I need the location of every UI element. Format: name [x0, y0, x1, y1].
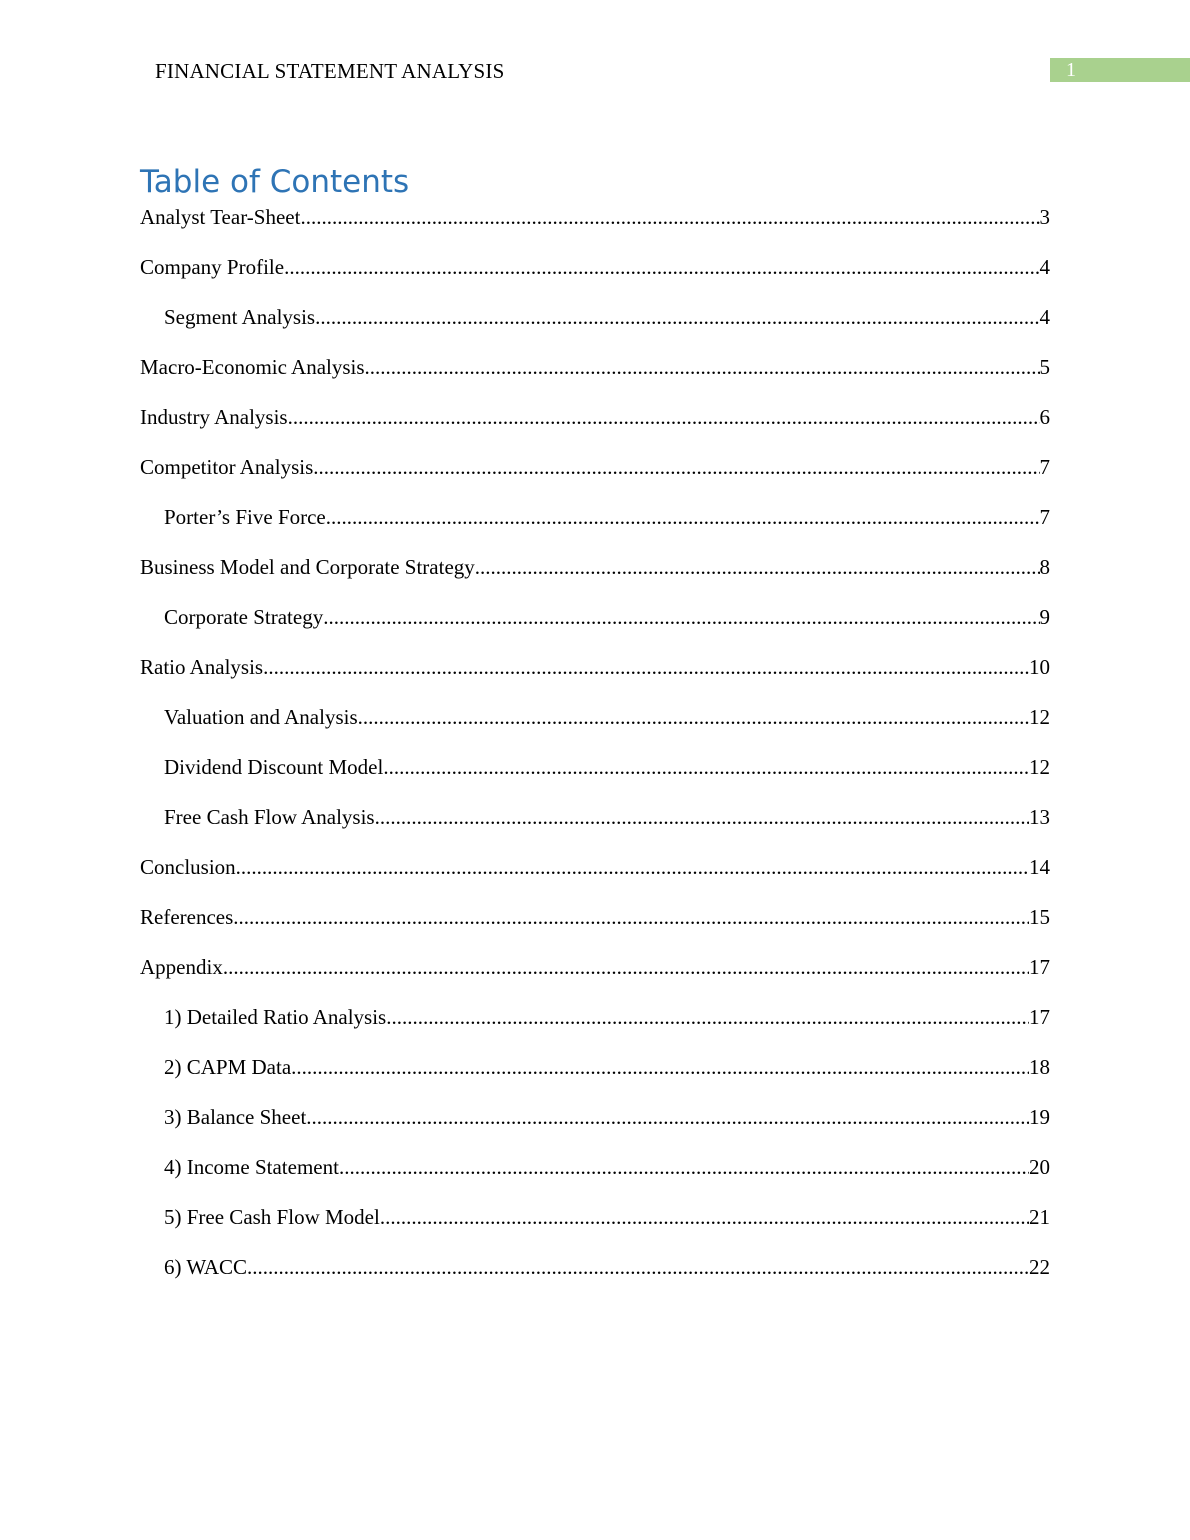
toc-entry-page-number[interactable]: 18 [1029, 1055, 1050, 1079]
toc-entry-page-number[interactable]: 10 [1029, 655, 1050, 679]
toc-entry[interactable] [140, 753, 1050, 803]
toc-entry-page-number[interactable]: 3 [1039, 205, 1050, 229]
toc-entry[interactable] [140, 803, 1050, 853]
page-number-badge [1050, 58, 1190, 82]
toc-entry[interactable] [140, 1053, 1050, 1103]
toc-entry[interactable] [140, 853, 1050, 903]
toc-entry-page-number[interactable]: 15 [1029, 905, 1050, 929]
toc-dot-leader [263, 653, 1029, 681]
toc-entry-page-number[interactable]: 4 [1039, 255, 1050, 279]
toc-entry[interactable] [140, 403, 1050, 453]
toc-entry-label[interactable]: Conclusion [140, 855, 236, 879]
toc-entry-label[interactable]: Dividend Discount Model [164, 755, 384, 779]
toc-entry-page-number[interactable]: 22 [1029, 1255, 1050, 1279]
toc-entry-label[interactable]: Segment Analysis [164, 305, 316, 329]
toc-entry-label[interactable]: 2) CAPM Data [164, 1055, 292, 1079]
toc-dot-leader [339, 1153, 1029, 1181]
page-number: 1 [1066, 59, 1076, 81]
toc-entry-label[interactable]: Industry Analysis [140, 405, 288, 429]
toc-dot-leader [288, 403, 1040, 431]
toc-entry-label[interactable]: 4) Income Statement [164, 1155, 339, 1179]
toc-entry-page-number[interactable]: 9 [1039, 605, 1050, 629]
toc-dot-leader [306, 1103, 1029, 1131]
toc-entry-label[interactable]: Valuation and Analysis [164, 705, 358, 729]
toc-entry-page-number[interactable]: 17 [1029, 1005, 1050, 1029]
toc-entry-page-number[interactable]: 21 [1029, 1205, 1050, 1229]
toc-dot-leader [236, 853, 1029, 881]
toc-entry-page-number[interactable]: 12 [1029, 755, 1050, 779]
toc-entry-label[interactable]: Porter’s Five Force [164, 505, 326, 529]
toc-entry[interactable] [140, 703, 1050, 753]
toc-dot-leader [375, 803, 1029, 831]
toc-entry[interactable] [140, 953, 1050, 1003]
toc-entry[interactable] [140, 1153, 1050, 1203]
toc-dot-leader [300, 203, 1039, 231]
toc-entry-label[interactable]: 1) Detailed Ratio Analysis [164, 1005, 387, 1029]
toc-entry[interactable] [140, 503, 1050, 553]
toc-entry-page-number[interactable]: 12 [1029, 705, 1050, 729]
toc-entry[interactable] [140, 903, 1050, 953]
toc-entry[interactable] [140, 303, 1050, 353]
toc-entry-label[interactable]: 5) Free Cash Flow Model [164, 1205, 380, 1229]
toc-dot-leader [223, 953, 1029, 981]
toc-entry-page-number[interactable]: 8 [1039, 555, 1050, 579]
toc-entry-label[interactable]: Business Model and Corporate Strategy [140, 555, 475, 579]
toc-entry-label[interactable]: 3) Balance Sheet [164, 1105, 307, 1129]
toc-entry[interactable] [140, 653, 1050, 703]
toc-entry-page-number[interactable]: 20 [1029, 1155, 1050, 1179]
toc-entry-page-number[interactable]: 7 [1039, 455, 1050, 479]
toc-entry-page-number[interactable]: 4 [1039, 305, 1050, 329]
toc-dot-leader [475, 553, 1040, 581]
toc-entry-label[interactable]: Ratio Analysis [140, 655, 264, 679]
toc-entry-label[interactable]: 6) WACC [164, 1255, 248, 1279]
toc-entry[interactable] [140, 1103, 1050, 1153]
toc-entry[interactable] [140, 1203, 1050, 1253]
table-of-contents [140, 203, 1050, 1303]
toc-dot-leader [315, 303, 1039, 331]
toc-heading: Table of Contents [140, 164, 410, 200]
toc-entry-label[interactable]: Macro-Economic Analysis [140, 355, 365, 379]
toc-entry-label[interactable]: Appendix [140, 955, 223, 979]
toc-entry-label[interactable]: Free Cash Flow Analysis [164, 805, 375, 829]
toc-entry[interactable] [140, 453, 1050, 503]
toc-entry[interactable] [140, 353, 1050, 403]
toc-entry[interactable] [140, 1253, 1050, 1303]
toc-dot-leader [358, 703, 1029, 731]
toc-entry[interactable] [140, 253, 1050, 303]
toc-entry-page-number[interactable]: 7 [1039, 505, 1050, 529]
toc-entry-page-number[interactable]: 19 [1029, 1105, 1050, 1129]
toc-entry-page-number[interactable]: 5 [1039, 355, 1050, 379]
toc-entry[interactable] [140, 1003, 1050, 1053]
toc-dot-leader [291, 1053, 1029, 1081]
toc-dot-leader [247, 1253, 1029, 1281]
toc-dot-leader [284, 253, 1039, 281]
toc-entry[interactable] [140, 553, 1050, 603]
toc-entry-label[interactable]: Competitor Analysis [140, 455, 314, 479]
toc-dot-leader [313, 453, 1039, 481]
toc-dot-leader [233, 903, 1029, 931]
toc-entry-page-number[interactable]: 17 [1029, 955, 1050, 979]
toc-dot-leader [326, 503, 1040, 531]
toc-dot-leader [323, 603, 1039, 631]
toc-entry[interactable] [140, 203, 1050, 253]
toc-entry-label[interactable]: Corporate Strategy [164, 605, 324, 629]
toc-dot-leader [383, 753, 1029, 781]
toc-dot-leader [386, 1003, 1029, 1031]
toc-dot-leader [380, 1203, 1029, 1231]
toc-entry-label[interactable]: Analyst Tear-Sheet [140, 205, 301, 229]
toc-entry[interactable] [140, 603, 1050, 653]
toc-entry-label[interactable]: Company Profile [140, 255, 285, 279]
toc-dot-leader [365, 353, 1040, 381]
toc-entry-label[interactable]: References [140, 905, 234, 929]
toc-entry-page-number[interactable]: 13 [1029, 805, 1050, 829]
toc-entry-page-number[interactable]: 14 [1029, 855, 1050, 879]
running-header-title: FINANCIAL STATEMENT ANALYSIS [155, 59, 505, 83]
toc-entry-page-number[interactable]: 6 [1039, 405, 1050, 429]
